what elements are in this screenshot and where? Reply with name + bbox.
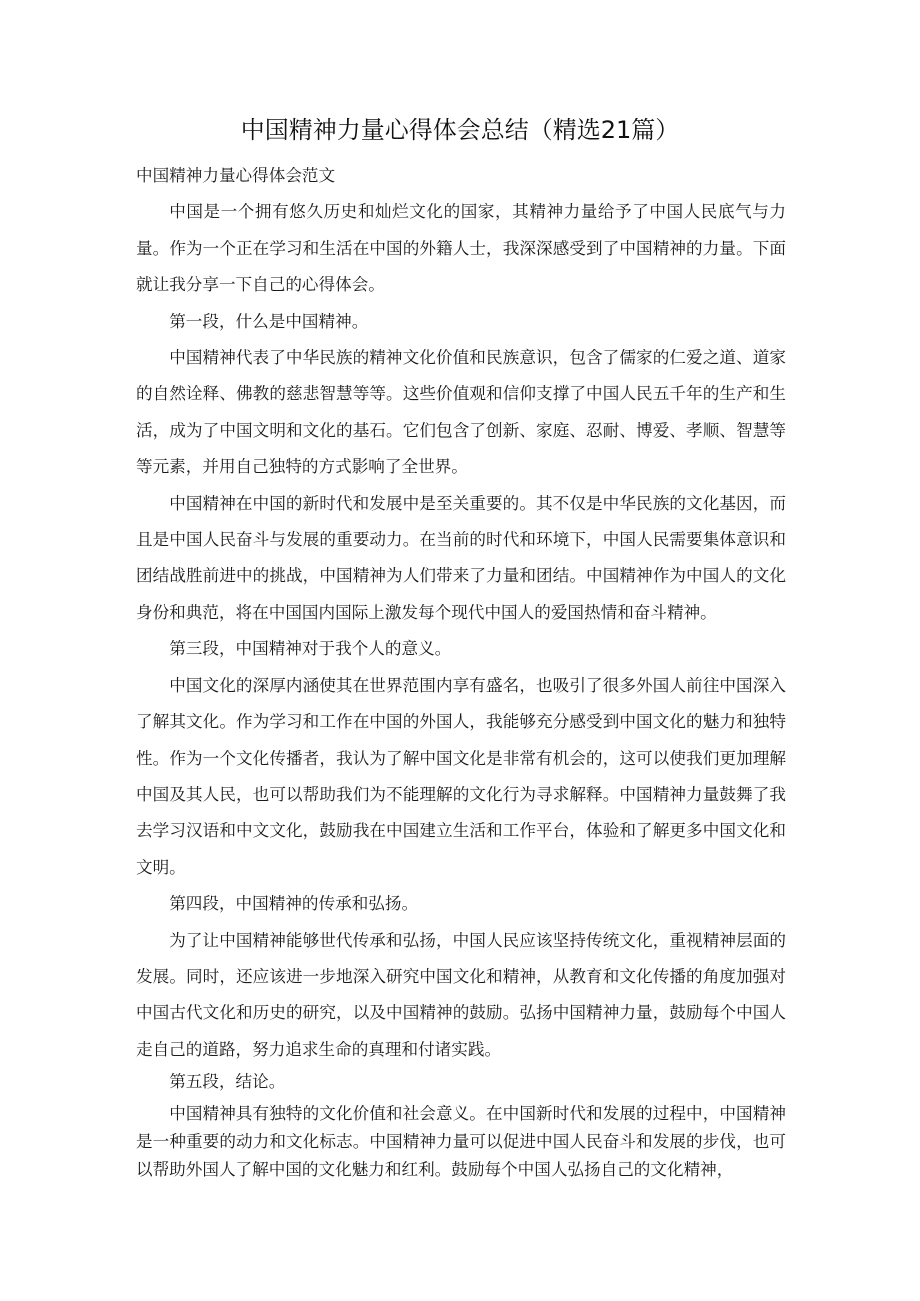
paragraph-intro: 中国是一个拥有悠久历史和灿烂文化的国家，其精神力量给予了中国人民底气与力量。作为一个正在学习和生活在中国的外籍人士，我深深感受到了中国精神的力量。下面就让我分享一下自己的心得体会。: [136, 202, 786, 295]
section-heading-5: 第五段，结论。: [169, 1072, 286, 1092]
document-title: 中国精神力量心得体会总结（精选21篇）: [240, 116, 680, 144]
paragraph-what-is: 中国精神代表了中华民族的精神文化价值和民族意识，包含了儒家的仁爱之道、道家的自然诠释、佛教的慈悲智慧等等。这些价值观和信仰支撑了中国人民五千年的生产和生活，成为了中国文明和文化的基石。它们包含了创新、家庭、忍耐、博爱、孝顺、智慧等等元素，并用自己独特的方式影响了全世界。: [136, 348, 786, 477]
document-body: [136, 158, 786, 1184]
section-heading-3: 第三段，中国精神对于我个人的意义。: [169, 639, 452, 659]
paragraph-personal: 中国文化的深厚内涵使其在世界范围内享有盛名，也吸引了很多外国人前往中国深入了解其文化。作为学习和工作在中国的外国人，我能够充分感受到中国文化的魅力和独特性。作为一个文化传播者，我认为了解中国文化是非常有机会的，这可以使我们更加理解中国及其人民，也可以帮助我们为不能理解的文化行为寻求解释。中国精神力量鼓舞了我去学习汉语和中文文化，鼓励我在中国建立生活和工作平台，体验和了解更多中国文化和文明。: [136, 675, 786, 877]
section-heading-4: 第四段，中国精神的传承和弘扬。: [169, 894, 419, 914]
paragraph-inherit: 为了让中国精神能够世代传承和弘扬，中国人民应该坚持传统文化，重视精神层面的发展。同时，还应该进一步地深入研究中国文化和精神，从教育和文化传播的角度加强对中国古代文化和历史的研究，以及中国精神的鼓励。弘扬中国精神力量，鼓励每个中国人走自己的道路，努力追求生命的真理和付诸实践。: [136, 930, 786, 1059]
paragraph-new-era: 中国精神在中国的新时代和发展中是至关重要的。其不仅是中华民族的文化基因，而且是中国人民奋斗与发展的重要动力。在当前的时代和环境下，中国人民需要集体意识和团结战胜前进中的挑战，中国精神为人们带来了力量和团结。中国精神作为中国人的文化身份和典范，将在中国国内国际上激发每个现代中国人的爱国热情和奋斗精神。: [136, 493, 786, 622]
section-subtitle: 中国精神力量心得体会范文: [136, 166, 336, 185]
paragraph-conclusion: 中国精神具有独特的文化价值和社会意义。在中国新时代和发展的过程中，中国精神是一种重要的动力和文化标志。中国精神力量可以促进中国人民奋斗和发展的步伐，也可以帮助外国人了解中国的文化魅力和红利。鼓励每个中国人弘扬自己的文化精神，: [136, 1104, 786, 1180]
section-heading-1: 第一段，什么是中国精神。: [169, 311, 369, 331]
